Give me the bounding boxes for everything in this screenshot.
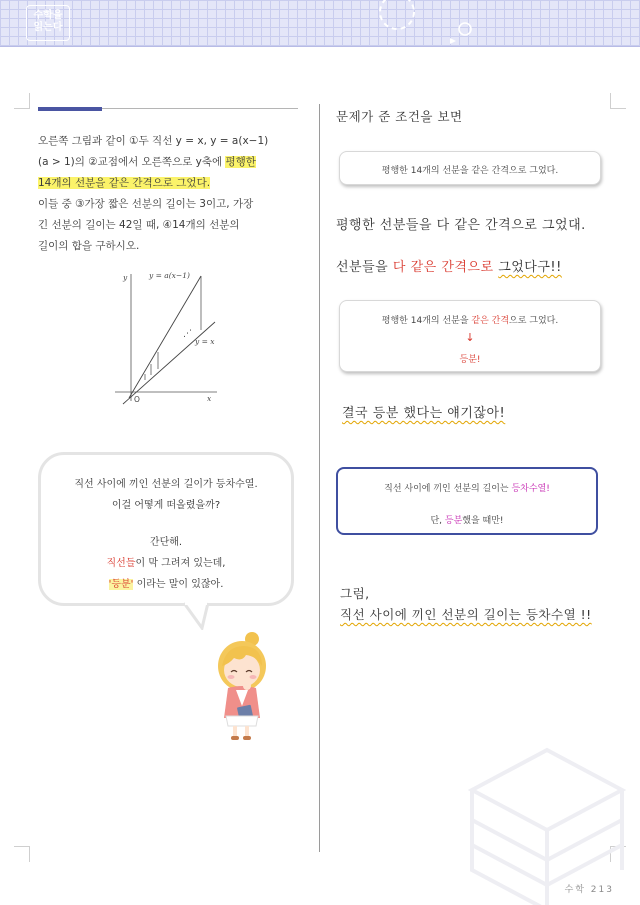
problem-line: 이들 중 ③가장 짧은 선분의 길이는 3이고, 가장 (38, 198, 254, 210)
bubble-line (41, 554, 291, 569)
page-number: 수학 213 (564, 885, 614, 895)
graph-label-x: x (207, 394, 212, 403)
box-red-text: 같은 간격 (471, 316, 510, 326)
speech-bubble (38, 452, 294, 606)
problem-line: 긴 선분의 길이는 42일 때, ④14개의 선분의 (38, 219, 240, 231)
key-point-box (336, 467, 598, 535)
section-heading: 문제가 준 조건을 보면 (336, 109, 463, 124)
key-point-text: 했을 때만! (462, 516, 504, 526)
problem-text (38, 131, 294, 257)
girl-character-illustration (212, 630, 282, 742)
bubble-line: 이걸 어떻게 떠올렸을까? (111, 500, 221, 511)
crop-mark (610, 93, 626, 109)
crop-mark (14, 846, 30, 862)
logo (26, 5, 70, 41)
graph-label-origin: O (134, 395, 140, 404)
bubble-text: 이 막 그려져 있는데, (135, 558, 226, 569)
graph-dots: ⋰ (183, 329, 192, 339)
bubble-red-text: '등분' (108, 579, 134, 590)
conclusion-line: 그럼, (340, 586, 370, 601)
condition-text: 평행한 14개의 선분을 같은 간격으로 그었다. (381, 166, 559, 176)
summary-sentence (342, 402, 505, 421)
conclusion-text: 직선 사이에 끼인 선분의 길이는 등차수열 !! (340, 607, 592, 622)
sentence-part: 선분들을 (336, 260, 393, 275)
highlighted-text: 14개의 선분을 같은 간격으로 그었다. (38, 177, 211, 189)
cube-decoration (452, 730, 640, 905)
box-text (340, 313, 600, 326)
graph-label-curve: y = a(x−1) (149, 271, 190, 280)
logo-line2: 읽는다 (33, 22, 63, 33)
sentence-red-part: 다 같은 간격으로 (392, 260, 499, 275)
header-band (0, 0, 640, 47)
column-divider (319, 104, 320, 852)
bubble-line: 간단해. (149, 537, 183, 548)
condition-box (339, 151, 601, 185)
section-rule-accent (38, 107, 102, 111)
problem-line: 길이의 합을 구하시오. (38, 240, 140, 252)
logo-line1: 수학을 (33, 10, 63, 21)
section-rule (102, 108, 298, 109)
key-point-line (338, 481, 596, 494)
graph-label-line: y = x (195, 337, 215, 346)
bubble-text: 이라는 말이 있잖아. (133, 579, 224, 590)
sentence-underlined-part: 그었다구!! (498, 260, 562, 275)
problem-line: 오른쪽 그림과 같이 ①두 직선 y = x, y = a(x−1) (38, 135, 269, 147)
bubble-line: 직선 사이에 끼인 선분의 길이가 등차수열. (74, 479, 258, 490)
key-point-text: 직선 사이에 끼인 선분의 길이는 (384, 484, 512, 494)
explanation-sentence: 평행한 선분들을 다 같은 간격으로 그었대. (336, 218, 586, 233)
bubble-red-text: 직선들 (106, 558, 136, 569)
graph-label-y: y (123, 273, 128, 282)
bubble-line (41, 575, 291, 590)
speech-bubble-tail (182, 602, 212, 630)
box-text-part: 평행한 14개의 선분을 (381, 316, 472, 326)
highlighted-text: 평행한 (225, 156, 256, 168)
conclusion-line (340, 605, 592, 623)
box-result: 등분! (459, 355, 481, 365)
header-decoration (372, 0, 482, 47)
key-point-text: 단, (430, 516, 445, 526)
line-graph (113, 266, 223, 408)
emphasis-sentence (336, 256, 562, 275)
down-arrow-icon: ↓ (465, 331, 475, 344)
summary-text: 결국 등분 했다는 얘기잖아! (342, 406, 506, 421)
key-point-highlight: 등차수열! (511, 484, 550, 494)
equal-division-box (339, 300, 601, 372)
key-point-highlight: 등분 (444, 516, 463, 526)
problem-line: (a > 1)의 ②교점에서 오른쪽으로 y축에 (38, 156, 226, 168)
key-point-line (338, 513, 596, 526)
box-text-part: 으로 그었다. (509, 316, 559, 326)
crop-mark (14, 93, 30, 109)
